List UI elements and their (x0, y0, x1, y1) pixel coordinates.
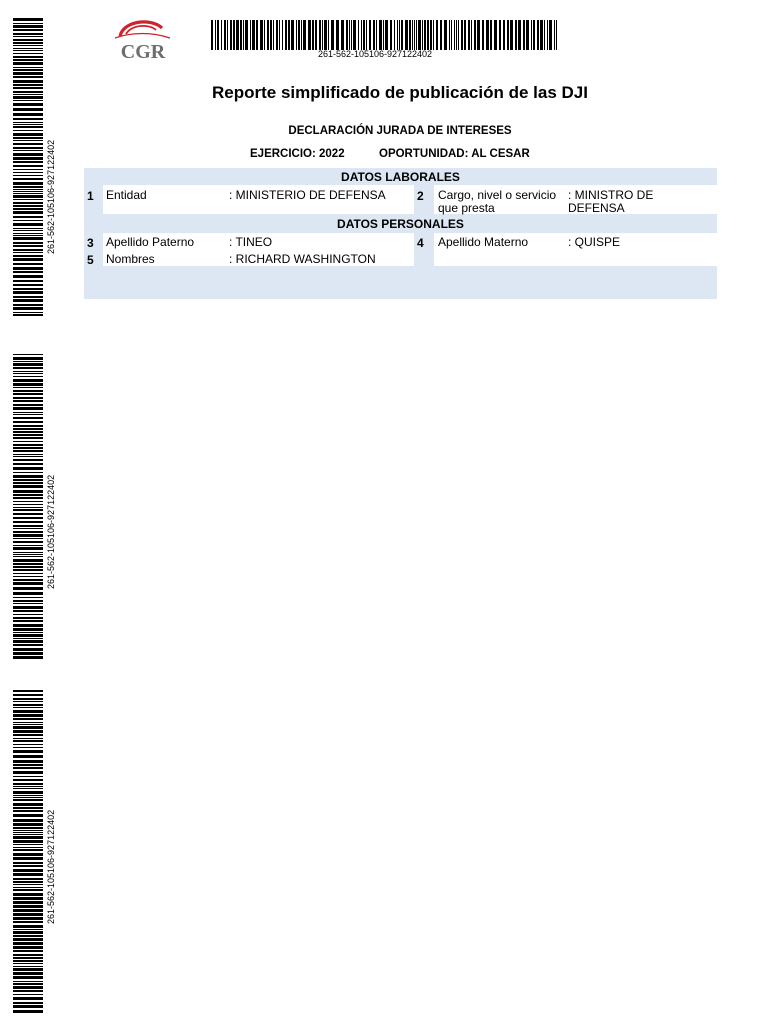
field-2-number: 2 (417, 189, 424, 203)
field-4-number: 4 (417, 236, 424, 250)
field-1-value: : MINISTERIO DE DEFENSA (229, 188, 386, 202)
field-3-value: : TINEO (229, 235, 273, 249)
side-barcode-1-number: 261-562-105106-927122402 (46, 139, 56, 254)
page-title: Reporte simplificado de publicación de las DJI (212, 83, 588, 102)
field-3-number: 3 (87, 236, 94, 250)
oportunidad-label: OPORTUNIDAD: AL CESAR (379, 148, 530, 160)
field-3-label: Apellido Paterno (106, 235, 195, 249)
field-2-label: Cargo, nivel o servicio que presta (438, 188, 557, 215)
cgr-logo (112, 18, 174, 62)
logo-text: CGR (120, 41, 166, 62)
field-2-value: : MINISTRO DE DEFENSA (568, 188, 654, 215)
side-barcode-3-number: 261-562-105106-927122402 (46, 809, 56, 924)
field-5-label: Nombres (106, 252, 155, 266)
ejercicio-label: EJERCICIO: 2022 (250, 148, 345, 160)
field-5-value: : RICHARD WASHINGTON (229, 252, 376, 266)
field-5-number: 5 (87, 253, 94, 267)
section-header-laborales: DATOS LABORALES (341, 170, 460, 184)
side-barcode-2 (13, 354, 43, 659)
document-subtitle: DECLARACIÓN JURADA DE INTERESES (288, 125, 512, 137)
side-barcode-2-number: 261-562-105106-927122402 (46, 474, 56, 589)
declaration-form (84, 168, 717, 299)
field-4-value: : QUISPE (568, 235, 621, 249)
side-barcode-3 (13, 690, 43, 1015)
side-barcode-1 (13, 18, 43, 318)
field-1-number: 1 (87, 189, 94, 203)
top-barcode-number: 261-562-105106-927122402 (317, 49, 433, 59)
field-4-label: Apellido Materno (438, 235, 529, 249)
field-1-label: Entidad (106, 188, 147, 202)
top-barcode (211, 20, 557, 50)
section-header-personales: DATOS PERSONALES (337, 217, 464, 231)
